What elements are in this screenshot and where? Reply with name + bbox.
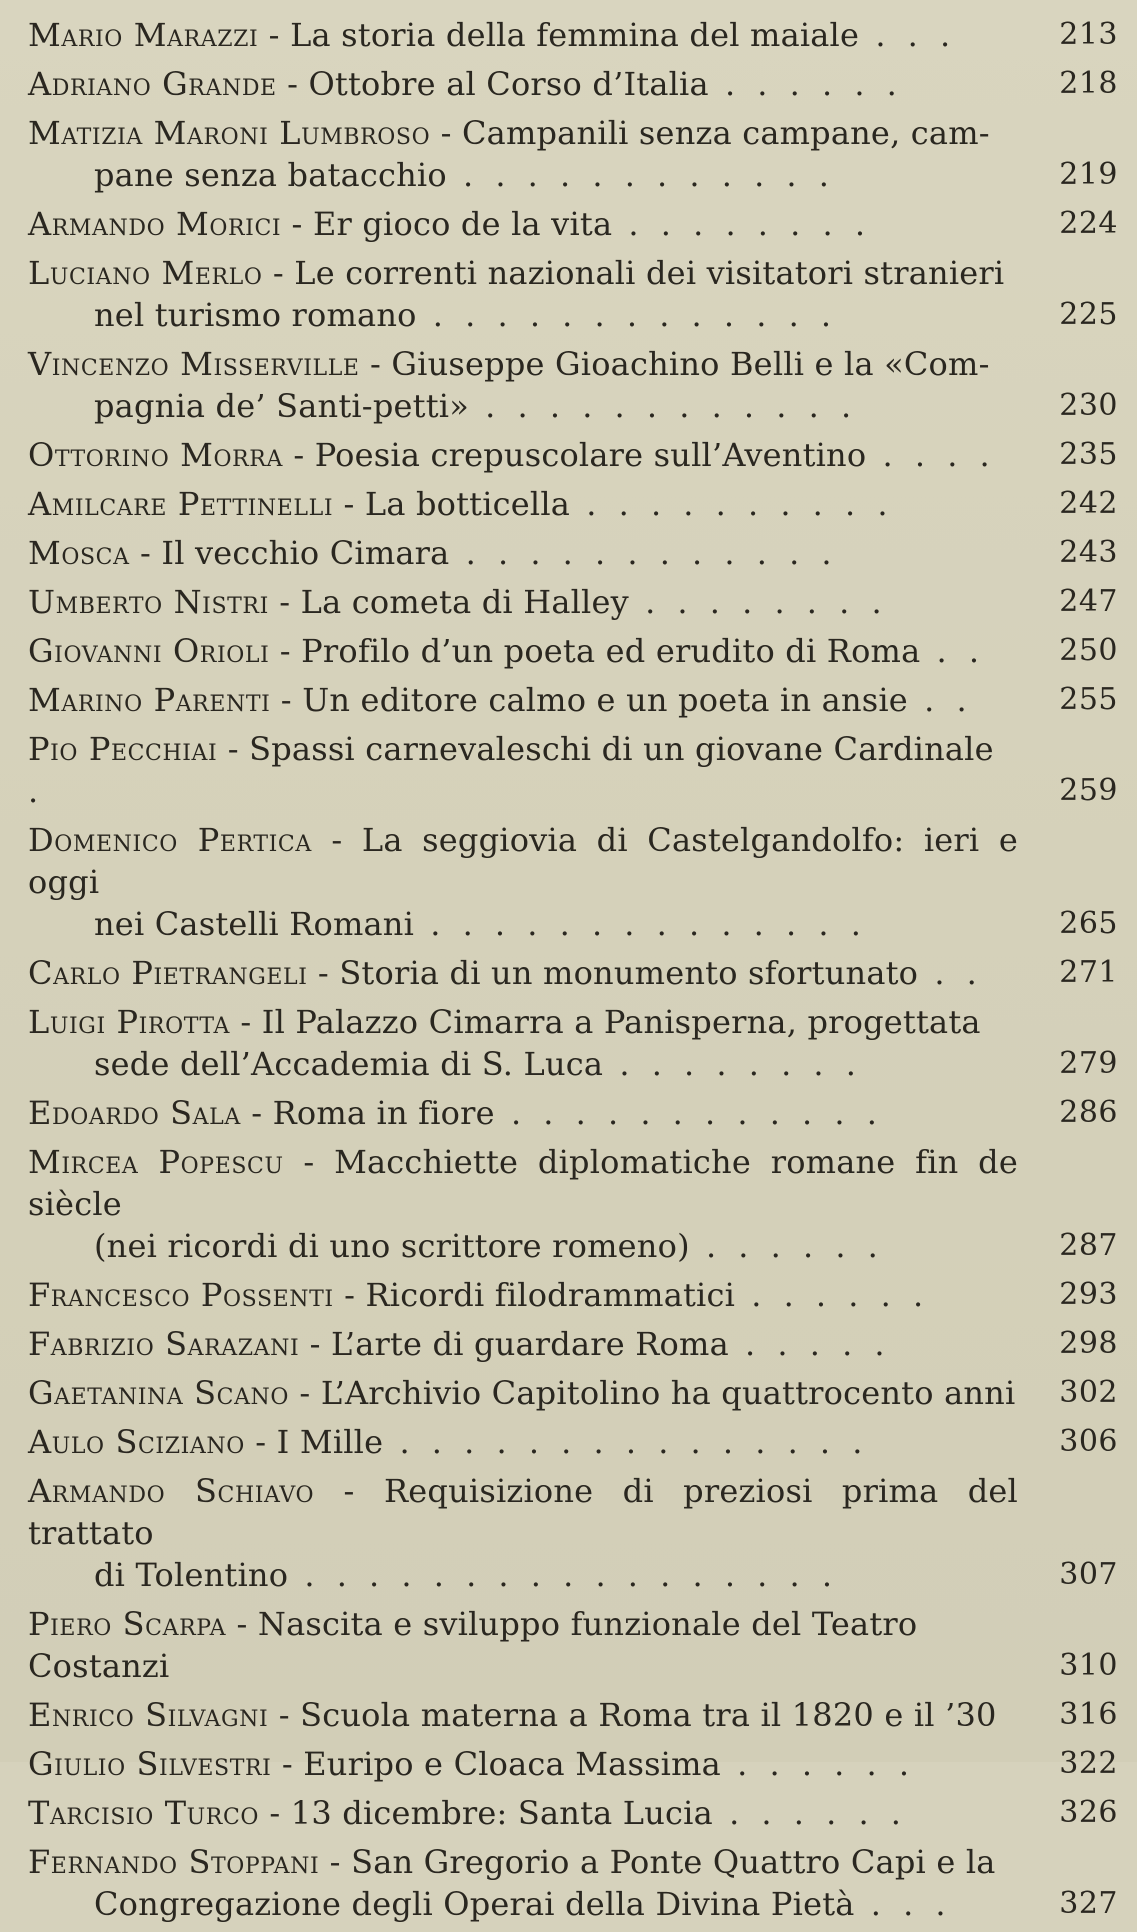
toc-entry <box>28 1792 1118 1834</box>
toc-entry-text <box>28 203 1018 245</box>
toc-entry <box>28 532 1118 574</box>
page-number: 213 <box>1059 17 1118 52</box>
page-number: 271 <box>1059 955 1118 990</box>
entry-title: Ottobre al Corso d’Italia <box>308 65 709 103</box>
entry-separator: - <box>430 114 462 152</box>
page-number: 298 <box>1059 1326 1118 1361</box>
entry-author: Mario Marazzi <box>28 16 259 54</box>
entry-author: Giovanni Orioli <box>28 632 270 670</box>
toc-entry-text <box>28 1323 1018 1365</box>
page-number: 307 <box>1059 1557 1118 1592</box>
leader-dots: . . . . . . <box>735 1276 930 1314</box>
entry-separator: - <box>282 436 315 474</box>
leader-dots: . . . . . . <box>708 65 903 103</box>
toc-entry <box>28 1421 1118 1463</box>
entry-title: Euripo e Cloaca Massima <box>303 1745 721 1783</box>
toc-entry <box>28 819 1118 945</box>
entry-title-continuation: nel turismo romano <box>94 296 417 334</box>
entry-title-continuation-line <box>28 1043 1018 1085</box>
leader-dots: . <box>28 772 45 810</box>
toc-entry <box>28 1372 1118 1414</box>
toc-entry <box>28 1323 1118 1365</box>
toc-entry <box>28 728 1118 812</box>
toc-entry-text <box>28 252 1018 294</box>
page-number: 247 <box>1059 584 1118 619</box>
entry-author: Amilcare Pettinelli <box>28 485 334 523</box>
entry-title-continuation-line <box>28 154 1018 196</box>
entry-author: Luigi Pirotta <box>28 1003 230 1041</box>
entry-title-continuation: nei Castelli Romani <box>94 905 415 943</box>
entry-author: Mircea Popescu <box>28 1143 284 1181</box>
entry-separator: - <box>314 1472 384 1510</box>
toc-entry <box>28 434 1118 476</box>
page-number: 255 <box>1059 682 1118 717</box>
entry-author: Gaetanina Scano <box>28 1374 290 1412</box>
leader-dots: . . . . . <box>728 1325 891 1363</box>
entry-title-continuation-line <box>28 294 1018 336</box>
toc-entry-text <box>28 581 1018 623</box>
entry-title-continuation: pagnia de’ Santi-petti» <box>94 387 469 425</box>
toc-entry-text <box>28 1792 1018 1834</box>
entry-author: Umberto Nistri <box>28 583 269 621</box>
toc-entry <box>28 343 1118 427</box>
toc-entry-text <box>28 14 1018 56</box>
toc-entry-text <box>28 63 1018 105</box>
entry-author: Giulio Silvestri <box>28 1745 272 1783</box>
entry-separator: - <box>240 1094 273 1132</box>
leader-dots: . . . . . . . . . . . . . . . . . <box>288 1556 839 1594</box>
entry-author: Armando Morici <box>28 205 282 243</box>
toc-entry-text <box>28 679 1018 721</box>
leader-dots: . . . . . . . . <box>612 205 871 243</box>
leader-dots: . . . . . . . . . . <box>570 485 894 523</box>
leader-dots: . . . . . . . . . . . . . . . <box>383 1423 869 1461</box>
page-number: 224 <box>1059 206 1118 241</box>
toc-entry <box>28 1092 1118 1134</box>
page-number: 219 <box>1059 157 1118 192</box>
leader-dots: . . . . . . . . . . . . . . <box>414 905 867 943</box>
toc-entry-text <box>28 1743 1018 1785</box>
entry-title-continuation: Congregazione degli Operai della Divina Pietà <box>94 1885 855 1923</box>
entry-separator: - <box>319 1843 352 1881</box>
page-number: 302 <box>1059 1375 1118 1410</box>
entry-title: 13 dicembre: Santa Lucia <box>290 1794 713 1832</box>
entry-author: Enrico Silvagni <box>28 1696 269 1734</box>
leader-dots: . . . <box>859 16 957 54</box>
toc-entry-text <box>28 1001 1018 1043</box>
entry-author: Pio Pecchiai <box>28 730 218 768</box>
leader-dots: . . <box>920 632 986 670</box>
entry-author: Aulo Sciziano <box>28 1423 245 1461</box>
toc-entry-text <box>28 1274 1018 1316</box>
entry-author: Domenico Pertica <box>28 821 312 859</box>
leader-dots: . . . . . . <box>720 1745 916 1783</box>
toc-entry <box>28 630 1118 672</box>
page-number: 218 <box>1059 66 1118 101</box>
entry-author: Vincenzo Misserville <box>28 345 360 383</box>
page-number: 306 <box>1059 1424 1118 1459</box>
toc-entry <box>28 14 1118 56</box>
toc-entry-text <box>28 1092 1018 1134</box>
leader-dots: . . . . . . <box>712 1794 907 1832</box>
entry-separator: - <box>281 205 313 243</box>
page-number: 265 <box>1059 906 1118 941</box>
page-number: 310 <box>1059 1648 1118 1683</box>
entry-title-continuation-line <box>28 1225 1018 1267</box>
entry-title: La storia della femmina del maiale <box>290 16 860 54</box>
leader-dots: . . <box>918 954 983 992</box>
page-number: 316 <box>1059 1697 1118 1732</box>
entry-title: La cometa di Halley <box>300 583 629 621</box>
entry-title: Poesia crepuscolare sull’Aventino <box>314 436 867 474</box>
entry-title-continuation: di Tolentino <box>94 1556 289 1594</box>
leader-dots: . . . . . . <box>689 1227 884 1265</box>
entry-title: I Mille <box>276 1423 384 1461</box>
leader-dots: . . . . . . . . . . . . <box>446 156 835 194</box>
entry-title: L’Archivio Capitolino ha quattrocento anni <box>320 1374 1016 1412</box>
entry-separator: - <box>259 1794 291 1832</box>
entry-separator: - <box>276 65 309 103</box>
entry-title: Il Palazzo Cimarra a Panisperna, progettata <box>261 1003 981 1041</box>
toc-entry-text <box>28 1841 1018 1883</box>
toc-entry <box>28 679 1118 721</box>
toc-entry-text <box>28 1141 1018 1225</box>
entry-separator: - <box>333 1276 366 1314</box>
toc-entry-text <box>28 483 1018 525</box>
entry-separator: - <box>311 821 362 859</box>
entry-title: Ricordi filodrammatici <box>365 1276 736 1314</box>
page-number: 293 <box>1059 1277 1118 1312</box>
entry-title-continuation: pane senza batacchio <box>94 156 447 194</box>
entry-title-continuation-line <box>28 1883 1018 1925</box>
toc-entry-text <box>28 434 1018 476</box>
entry-title: Campanili senza campane, cam- <box>461 114 990 152</box>
entry-separator: - <box>268 583 301 621</box>
leader-dots: . . . . . . . . . . . . <box>449 534 838 572</box>
toc-entry <box>28 1274 1118 1316</box>
entry-title-continuation-line <box>28 385 1018 427</box>
entry-title-continuation-line <box>28 903 1018 945</box>
entry-separator: - <box>269 632 302 670</box>
entry-separator: - <box>217 730 250 768</box>
toc-entry <box>28 1470 1118 1596</box>
toc-entry <box>28 252 1118 336</box>
entry-separator: - <box>359 345 392 383</box>
leader-dots: . . . . . . . . . . . . <box>494 1094 883 1132</box>
entry-title-continuation-line <box>28 1554 1018 1596</box>
entry-separator: - <box>262 254 295 292</box>
entry-title: La botticella <box>364 485 571 523</box>
page-number: 259 <box>1059 773 1118 808</box>
leader-dots: . . . . . . . . <box>603 1045 862 1083</box>
leader-dots: . . . <box>854 1885 952 1923</box>
entry-title-continuation: (nei ricordi di uno scrittore romeno) <box>94 1227 690 1265</box>
page-number: 287 <box>1059 1228 1118 1263</box>
toc-entry <box>28 1694 1118 1736</box>
entry-title: Roma in fiore <box>272 1094 495 1132</box>
entry-title: Il vecchio Cimara <box>161 534 450 572</box>
toc-entry-text <box>28 728 1018 812</box>
entry-author: Matizia Maroni Lumbroso <box>28 114 431 152</box>
entry-separator: - <box>307 954 340 992</box>
toc-entry-text <box>28 1603 1018 1687</box>
entry-author: Edoardo Sala <box>28 1094 241 1132</box>
entry-separator: - <box>229 1003 262 1041</box>
entry-author: Piero Scarpa <box>28 1605 227 1643</box>
entry-author: Carlo Pietrangeli <box>28 954 308 992</box>
toc-entry <box>28 581 1118 623</box>
entry-separator: - <box>258 16 291 54</box>
entry-author: Mosca <box>28 534 130 572</box>
toc-entry <box>28 1743 1118 1785</box>
toc-entry-text <box>28 112 1018 154</box>
toc-entry <box>28 483 1118 525</box>
page-number: 286 <box>1059 1095 1118 1130</box>
entry-title: La seggiovia di Castelgandolfo: ieri e oggi <box>28 821 1018 901</box>
leader-dots: . . . . <box>866 436 996 474</box>
entry-title: Macchiette diplomatiche romane fin de siècle <box>28 1143 1018 1223</box>
toc-entry-text <box>28 630 1018 672</box>
entry-author: Fabrizio Sarazani <box>28 1325 300 1363</box>
entry-separator: - <box>268 1696 301 1734</box>
page-number: 225 <box>1059 297 1118 332</box>
toc-entry <box>28 203 1118 245</box>
toc-entry <box>28 112 1118 196</box>
toc-entry-text <box>28 1421 1018 1463</box>
leader-dots: . . . . . . . . . . . . . <box>416 296 838 334</box>
entry-title: San Gregorio a Ponte Quattro Capi e la <box>351 1843 996 1881</box>
page-number: 326 <box>1059 1795 1118 1830</box>
entry-separator: - <box>283 1143 335 1181</box>
entry-title: Storia di un monumento sfortunato <box>339 954 919 992</box>
entry-separator: - <box>271 1745 304 1783</box>
entry-title: Nascita e sviluppo funzionale del Teatro Costanzi <box>28 1605 918 1685</box>
entry-separator: - <box>333 485 365 523</box>
page-number: 230 <box>1059 388 1118 423</box>
entry-author: Francesco Possenti <box>28 1276 334 1314</box>
toc-entry-text <box>28 819 1018 903</box>
entry-title: Requisizione di preziosi prima del trattato <box>28 1472 1018 1552</box>
toc-entry-text <box>28 952 1018 994</box>
entry-title: Un editore calmo e un poeta in ansie <box>302 681 908 719</box>
toc-entry <box>28 1603 1118 1687</box>
toc-entry <box>28 1841 1118 1925</box>
entry-title: Scuola materna a Roma tra il 1820 e il ’30 <box>300 1696 997 1734</box>
entry-author: Marino Parenti <box>28 681 271 719</box>
entry-separator: - <box>244 1423 277 1461</box>
leader-dots: . . . . . . . . <box>628 583 888 621</box>
leader-dots: . . . . . . . . . . . . <box>468 387 858 425</box>
page-number: 322 <box>1059 1746 1118 1781</box>
page-number: 250 <box>1059 633 1118 668</box>
toc-entry-text <box>28 1694 1018 1736</box>
table-of-contents <box>28 14 1118 1932</box>
toc-entry <box>28 1141 1118 1267</box>
leader-dots: . . <box>907 681 973 719</box>
page-number: 235 <box>1059 437 1118 472</box>
entry-title: Spassi carnevaleschi di un giovane Cardinale <box>249 730 994 768</box>
toc-entry-text <box>28 343 1018 385</box>
page-number: 327 <box>1059 1886 1118 1921</box>
entry-separator: - <box>129 534 162 572</box>
toc-entry-text <box>28 532 1018 574</box>
entry-separator: - <box>226 1605 258 1643</box>
toc-entry <box>28 952 1118 994</box>
toc-entry-text <box>28 1372 1018 1414</box>
entry-title: Le correnti nazionali dei visitatori stranieri <box>294 254 1005 292</box>
entry-separator: - <box>299 1325 332 1363</box>
toc-entry <box>28 1001 1118 1085</box>
entry-title-continuation: sede dell’Accademia di S. Luca <box>94 1045 604 1083</box>
page-number: 279 <box>1059 1046 1118 1081</box>
entry-title: L’arte di guardare Roma <box>331 1325 729 1363</box>
toc-entry <box>28 63 1118 105</box>
page-number: 242 <box>1059 486 1118 521</box>
entry-separator: - <box>270 681 303 719</box>
entry-author: Fernando Stoppani <box>28 1843 320 1881</box>
entry-title: Profilo d’un poeta ed erudito di Roma <box>301 632 921 670</box>
entry-title: Giuseppe Gioachino Belli e la «Com- <box>391 345 990 383</box>
entry-author: Luciano Merlo <box>28 254 263 292</box>
entry-author: Armando Schiavo <box>28 1472 315 1510</box>
entry-author: Adriano Grande <box>28 65 277 103</box>
toc-entry-text <box>28 1470 1018 1554</box>
page-number: 243 <box>1059 535 1118 570</box>
entry-author: Ottorino Morra <box>28 436 283 474</box>
entry-separator: - <box>289 1374 321 1412</box>
entry-title: Er gioco de la vita <box>312 205 613 243</box>
entry-author: Tarcisio Turco <box>28 1794 260 1832</box>
